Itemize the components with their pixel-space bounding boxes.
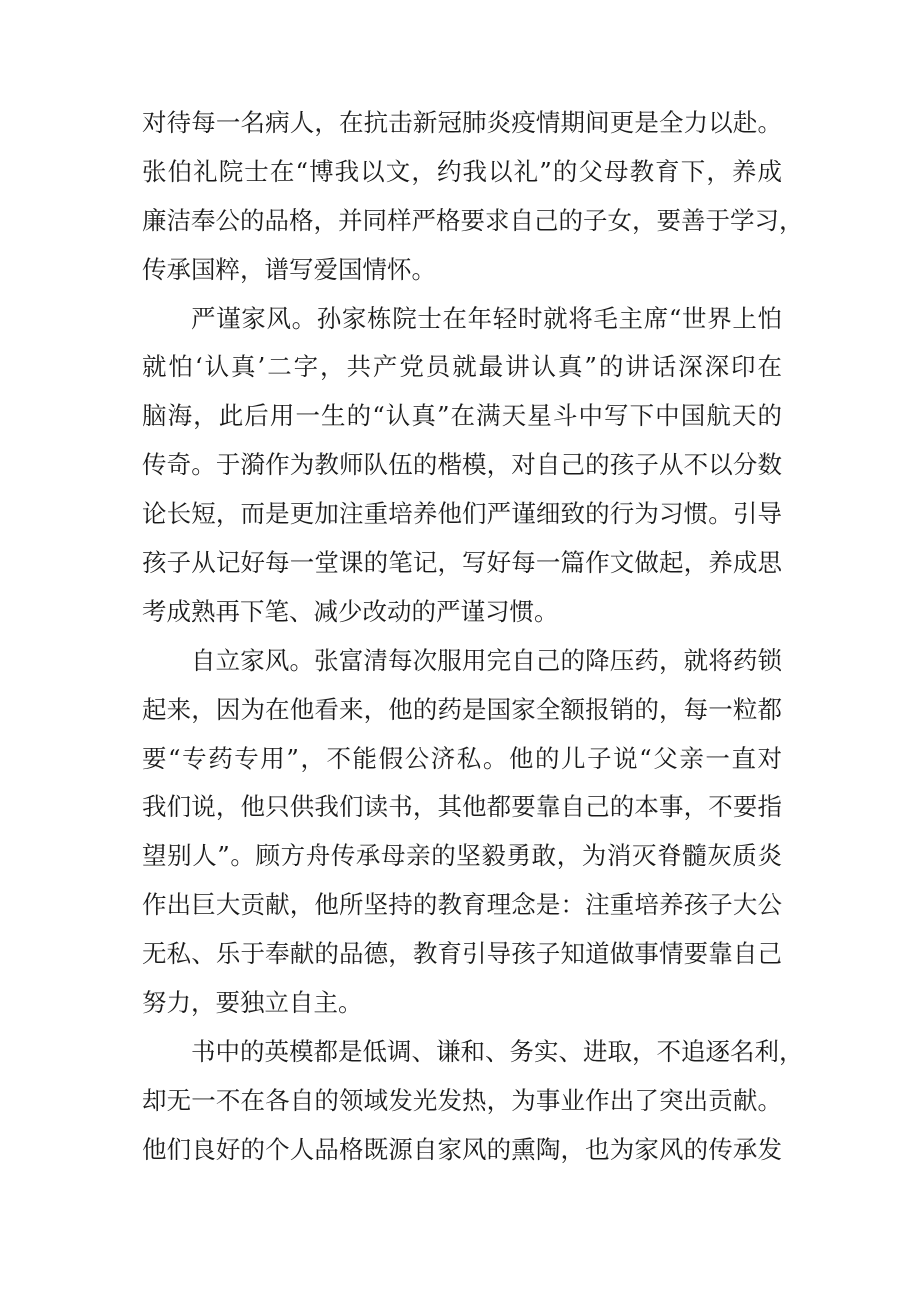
text-line: 传承国粹，谱写爱国情怀。 (142, 254, 436, 284)
text-line: 他们良好的个人品格既源自家风的熏陶，也为家风的传承发 (142, 1134, 782, 1164)
text-line: 严谨家风。孙家栋院士在年轻时就将毛主席“世界上怕 (191, 303, 782, 333)
text-line: 望别人”。顾方舟传承母亲的坚毅勇敢，为消灭脊髓灰质炎 (142, 841, 782, 871)
text-line: 自立家风。张富清每次服用完自己的降压药，就将药锁 (191, 645, 782, 675)
text-line: 考成熟再下笔、减少改动的严谨习惯。 (142, 596, 559, 626)
text-line: 起来，因为在他看来，他的药是国家全额报销的，每一粒都 (142, 694, 782, 724)
text-line: 张伯礼院士在“博我以文，约我以礼”的父母教育下，养成 (142, 156, 782, 186)
text-line: 脑海，此后用一生的“认真”在满天星斗中写下中国航天的 (142, 401, 782, 431)
text-line: 我们说，他只供我们读书，其他都要靠自己的本事，不要指 (142, 792, 782, 822)
text-line: 无私、乐于奉献的品德，教育引导孩子知道做事情要靠自己 (142, 939, 782, 969)
text-line: 孩子从记好每一堂课的笔记，写好每一篇作文做起，养成思 (142, 548, 782, 578)
text-line: 努力，要独立自主。 (142, 988, 363, 1018)
paragraph-1 (142, 99, 804, 295)
paragraph-4 (142, 1028, 804, 1175)
text-line: 廉洁奉公的品格，并同样严格要求自己的子女，要善于学习， (142, 205, 804, 235)
text-line: 论长短，而是更加注重培养他们严谨细致的行为习惯。引导 (142, 499, 782, 529)
text-line: 作出巨大贡献，他所坚持的教育理念是：注重培养孩子大公 (142, 890, 782, 920)
text-line: 传奇。于漪作为教师队伍的楷模，对自己的孩子从不以分数 (142, 450, 782, 480)
body-text (142, 99, 804, 1175)
text-line: 却无一不在各自的领域发光发热，为事业作出了突出贡献。 (142, 1085, 782, 1115)
text-line: 书中的英模都是低调、谦和、务实、进取，不追逐名利， (191, 1036, 804, 1066)
paragraph-3 (142, 637, 782, 1028)
text-line: 要“专药专用”，不能假公济私。他的儿子说“父亲一直对 (142, 743, 782, 773)
paragraph-2 (142, 295, 782, 637)
text-line: 对待每一名病人，在抗击新冠肺炎疫情期间更是全力以赴。 (142, 108, 782, 137)
text-line: 就怕‘认真’二字，共产党员就最讲认真”的讲话深深印在 (142, 352, 782, 382)
